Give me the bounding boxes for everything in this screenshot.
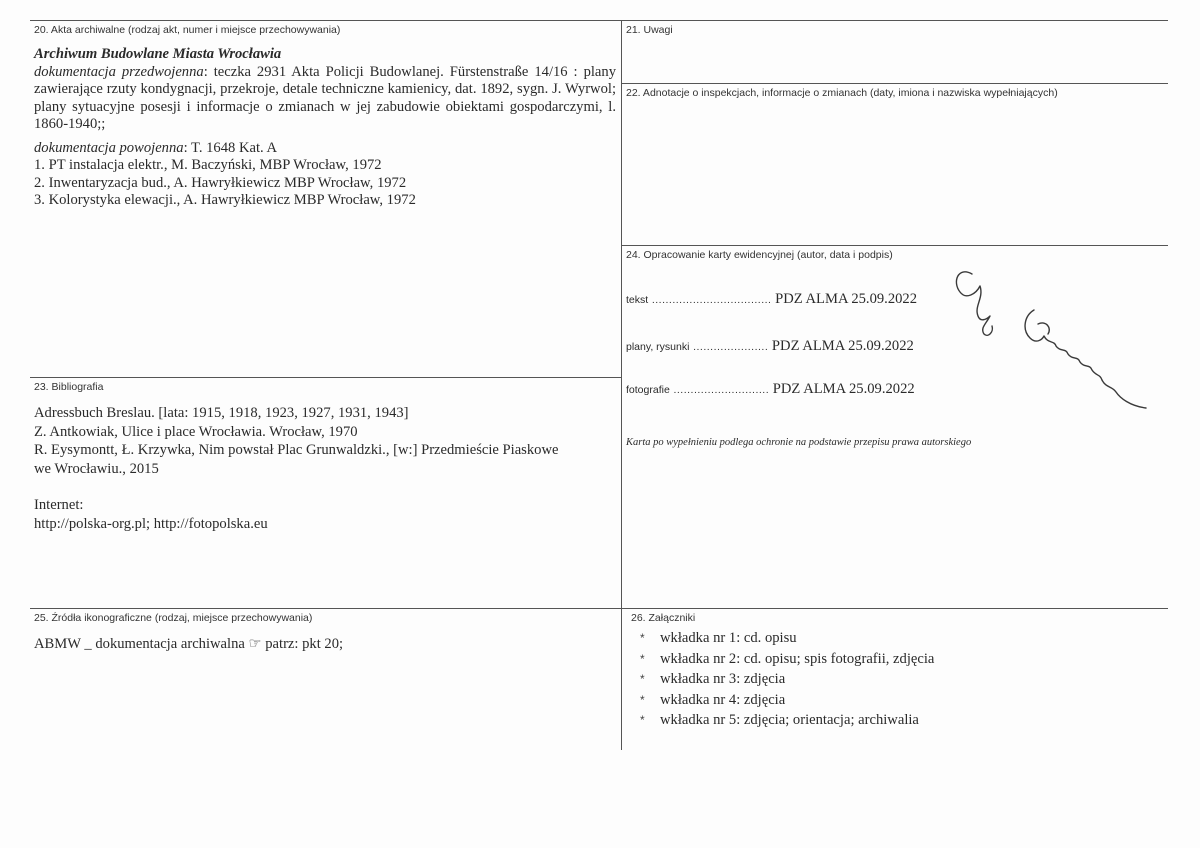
- bibliography-entry: R. Eysymontt, Ł. Krzywka, Nim powstał Plac Grunwaldzki., [w:] Przedmieście Piaskowe: [34, 442, 559, 458]
- author-row-photos: [626, 381, 915, 398]
- section-21-header: 21. Uwagi: [626, 24, 673, 36]
- postwar-item: 3. Kolorystyka elewacji., A. Hawryłkiewicz MBP Wrocław, 1972: [34, 192, 416, 208]
- divider-22-24: [621, 245, 1168, 246]
- list-item: [640, 628, 934, 649]
- section-26-header: 26. Załączniki: [631, 612, 696, 624]
- attachments-list: [640, 628, 934, 731]
- author-row-plans: [626, 338, 914, 355]
- divider-23-25: [30, 608, 1168, 609]
- divider-21-22: [621, 83, 1168, 84]
- divider-20-23: [30, 377, 621, 378]
- attachment-label: wkładka nr 5: zdjęcia; orientacja; archiwalia: [660, 712, 919, 728]
- attachment-label: wkładka nr 1: cd. opisu: [660, 630, 797, 646]
- postwar-text: : T. 1648 Kat. A: [183, 139, 278, 156]
- postwar-documentation: [34, 140, 616, 158]
- asterisk-icon: *: [640, 672, 645, 686]
- asterisk-icon: *: [640, 713, 645, 727]
- postwar-item: 1. PT instalacja elektr., M. Baczyński, MBP Wrocław, 1972: [34, 157, 382, 173]
- row-value: PDZ ALMA 25.09.2022: [775, 291, 918, 307]
- postwar-item: 2. Inwentaryzacja bud., A. Hawryłkiewicz MBP Wrocław, 1972: [34, 174, 407, 191]
- bibliography-entry: Adressbuch Breslau. [lata: 1915, 1918, 1923, 1927, 1931, 1943]: [34, 405, 409, 421]
- internet-label: Internet:: [34, 497, 84, 513]
- internet-links: http://polska-org.pl; http://fotopolska.eu: [34, 515, 268, 532]
- postwar-label: dokumentacja powojenna: [34, 139, 184, 156]
- row-dots: ......................: [693, 341, 769, 353]
- section-23-header: 23. Bibliografia: [34, 381, 104, 393]
- row-value: PDZ ALMA 25.09.2022: [771, 338, 914, 354]
- section-20-body: [34, 46, 616, 210]
- section-20-header: 20. Akta archiwalne (rodzaj akt, numer i miejsce przechowywania): [34, 24, 341, 36]
- attachment-label: wkładka nr 4: zdjęcia: [660, 691, 786, 708]
- bibliography-list: [34, 404, 616, 533]
- asterisk-icon: *: [640, 651, 645, 666]
- list-item: [640, 690, 934, 711]
- attachment-label: wkładka nr 3: zdjęcia: [660, 671, 786, 687]
- copyright-note: Karta po wypełnieniu podlega ochronie na podstawie przepisu prawa autorskiego: [626, 437, 972, 448]
- row-label: plany, rysunki: [626, 341, 690, 353]
- handwritten-signature: [950, 258, 1150, 428]
- section-24-header: 24. Opracowanie karty ewidencyjnej (autor, data i podpis): [626, 249, 893, 261]
- iconographic-sources: ABMW _ dokumentacja archiwalna ☞ patrz: pkt 20;: [34, 636, 344, 652]
- list-item: [640, 649, 934, 670]
- author-row-text: [626, 291, 917, 308]
- row-value: PDZ ALMA 25.09.2022: [772, 381, 915, 397]
- prewar-documentation: [34, 64, 616, 134]
- center-divider: [621, 20, 622, 750]
- row-label: fotografie: [626, 384, 670, 396]
- prewar-label: dokumentacja przedwojenna: [34, 63, 204, 80]
- list-item: [640, 710, 934, 731]
- row-dots: ...................................: [651, 294, 772, 306]
- top-border: [30, 20, 1168, 21]
- archive-title: Archiwum Budowlane Miasta Wrocławia: [34, 46, 282, 62]
- section-25-header: 25. Źródła ikonograficzne (rodzaj, miejsce przechowywania): [34, 612, 313, 624]
- bibliography-entry: we Wrocławiu., 2015: [34, 460, 159, 477]
- attachment-label: wkładka nr 2: cd. opisu; spis fotografii, zdjęcia: [660, 650, 935, 667]
- section-22-header: 22. Adnotacje o inspekcjach, informacje o zmianach (daty, imiona i nazwiska wypełniających): [626, 87, 1058, 99]
- prewar-text: : teczka 2931 Akta Policji Budowlanej. Fürstenstraße 14/16 : plany zawierające rzuty kondygnacji, przekroje, detale techniczne kamienicy, dat. 1892, sygn. J. Wyrwol; plany sytuacyjne posesji i informacje o zmianach w jej zabudowie obiektami gospodarczymi, l. 1860-1940;;: [34, 63, 616, 132]
- list-item: [640, 669, 934, 690]
- row-dots: ............................: [673, 384, 770, 396]
- bibliography-entry: Z. Antkowiak, Ulice i place Wrocławia. Wrocław, 1970: [34, 423, 358, 440]
- row-label: tekst: [626, 294, 649, 306]
- asterisk-icon: *: [640, 692, 645, 707]
- asterisk-icon: *: [640, 631, 645, 645]
